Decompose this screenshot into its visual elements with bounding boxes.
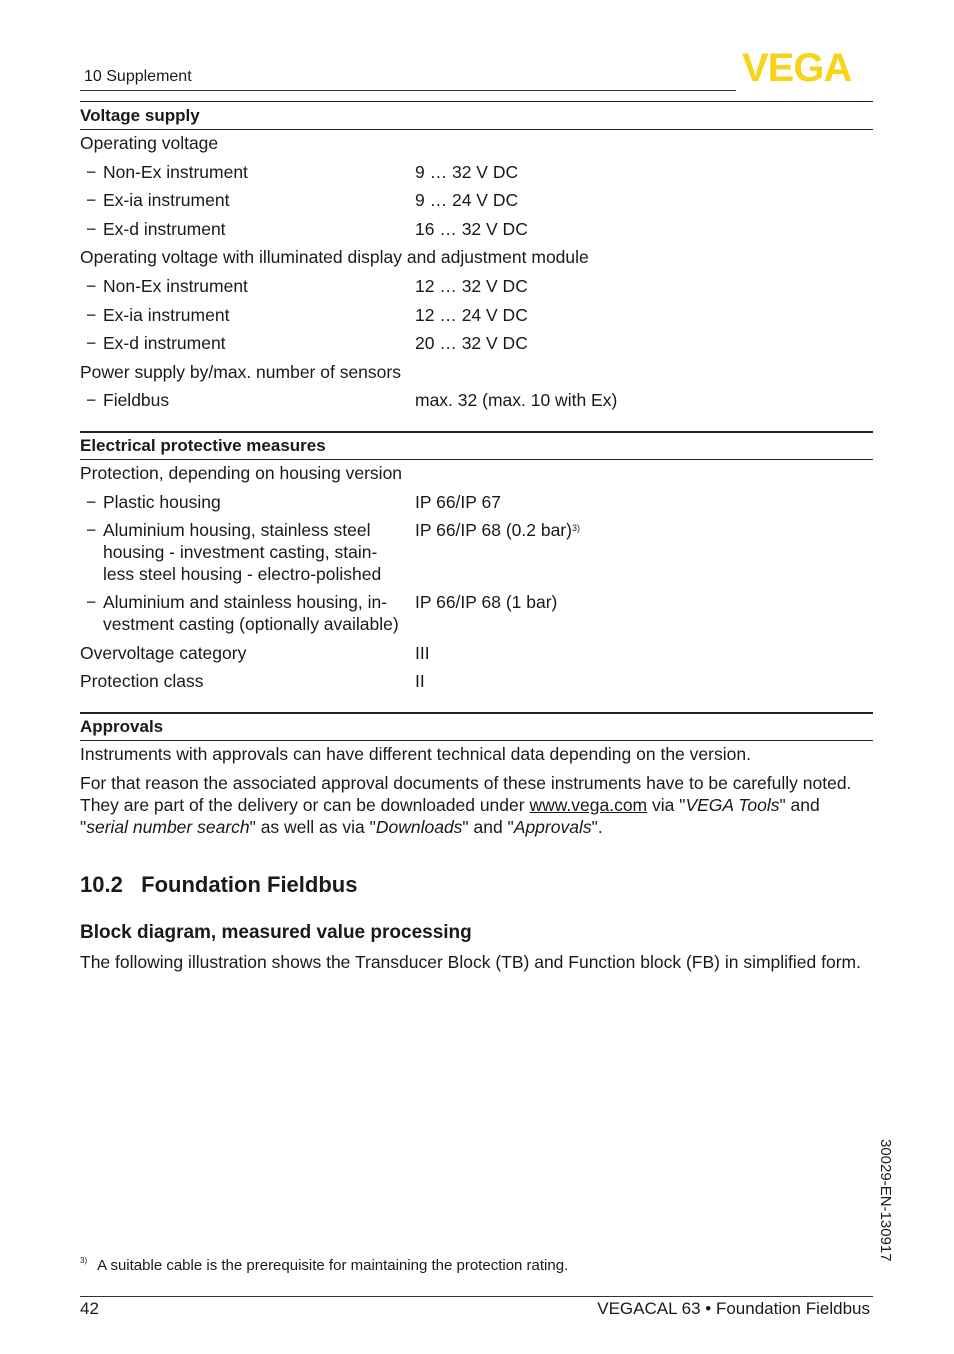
list-dash: −: [86, 390, 97, 410]
vega-website-link[interactable]: www.vega.com: [529, 795, 648, 815]
section-rule-top: [80, 712, 873, 714]
emphasis-text: serial number search: [86, 817, 250, 837]
text-run: For that reason the associated approval documents of these instruments have to be carefully noted. They are part of the delivery or can be downloaded under: [80, 773, 852, 815]
section-rule-bottom: [80, 459, 873, 460]
row-value: III: [415, 643, 430, 663]
page-number: 42: [80, 1299, 99, 1318]
row-label: Operating voltage with illuminated display and adjustment module: [80, 247, 589, 267]
row-value: 9 … 32 V DC: [415, 162, 519, 182]
list-dash: −: [86, 219, 97, 239]
section-title-electrical: Electrical protective measures: [80, 436, 326, 455]
text-run: " as well as via ": [249, 817, 376, 837]
emphasis-text: VEGA Tools: [685, 795, 780, 815]
list-dash: −: [86, 276, 97, 296]
section-rule-top: [80, 101, 873, 102]
section-rule-top: [80, 431, 873, 433]
row-label: Ex-ia instrument: [103, 190, 230, 210]
footnote: [80, 1257, 568, 1274]
subsection-heading: Block diagram, measured value processing: [80, 922, 472, 943]
section-rule-bottom: [80, 740, 873, 741]
row-value: 20 … 32 V DC: [415, 333, 528, 353]
list-dash: −: [86, 592, 97, 612]
emphasis-text: Approvals: [513, 817, 592, 837]
row-label: vestment casting (optionally available): [103, 614, 399, 634]
row-value: 12 … 32 V DC: [415, 276, 528, 296]
row-label: Overvoltage category: [80, 643, 247, 663]
footnote-number: 3): [80, 1256, 88, 1265]
list-dash: −: [86, 520, 97, 540]
header-divider: [80, 90, 736, 91]
section-title-voltage-supply: Voltage supply: [80, 106, 200, 125]
list-dash: −: [86, 162, 97, 182]
approvals-paragraph: [80, 772, 870, 838]
list-dash: −: [86, 190, 97, 210]
section-rule-bottom: [80, 129, 873, 130]
section-heading: 10.2 Foundation Fieldbus: [80, 872, 358, 897]
row-label: Plastic housing: [103, 492, 221, 512]
row-label: less steel housing - electro-polished: [103, 564, 382, 584]
row-value: 16 … 32 V DC: [415, 219, 528, 239]
emphasis-text: Downloads: [375, 817, 463, 837]
footer-divider: [80, 1296, 873, 1297]
row-label: Aluminium and stainless housing, in-: [103, 592, 388, 612]
list-dash: −: [86, 492, 97, 512]
row-value: II: [415, 671, 425, 691]
row-value: IP 66/IP 67: [415, 492, 501, 512]
value-text: IP 66/IP 68 (0.2 bar): [415, 520, 572, 540]
row-value: 12 … 24 V DC: [415, 305, 528, 325]
row-label: Fieldbus: [103, 390, 170, 410]
row-label: Operating voltage: [80, 133, 219, 153]
row-label: Power supply by/max. number of sensors: [80, 362, 401, 382]
row-value: 9 … 24 V DC: [415, 190, 519, 210]
text-run: " and ": [462, 817, 514, 837]
text-run: ".: [591, 817, 603, 837]
row-value: IP 66/IP 68 (1 bar): [415, 592, 558, 612]
section-title-approvals: Approvals: [80, 717, 164, 736]
list-dash: −: [86, 333, 97, 353]
row-value: max. 32 (max. 10 with Ex): [415, 390, 618, 410]
text-run: " and ": [80, 795, 820, 837]
footer-title: VEGACAL 63 • Foundation Fieldbus: [597, 1299, 870, 1318]
vega-logo: [742, 50, 872, 89]
vega-logo-icon: [742, 50, 872, 84]
footnote-text: A suitable cable is the prerequisite for maintaining the protection rating.: [97, 1257, 569, 1274]
row-value: [415, 519, 580, 541]
section-paragraph: The following illustration shows the Transducer Block (TB) and Function block (FB) in simplified form.: [80, 952, 861, 972]
footnote-ref: 3): [571, 523, 580, 533]
logo-text: VEGA: [742, 50, 852, 84]
row-label: Non-Ex instrument: [103, 162, 248, 182]
row-label: Ex-ia instrument: [103, 305, 230, 325]
text-run: via ": [647, 795, 686, 815]
list-dash: −: [86, 305, 97, 325]
row-label: Ex-d instrument: [103, 333, 226, 353]
approvals-paragraph: Instruments with approvals can have different technical data depending on the version.: [80, 744, 751, 764]
row-label: Non-Ex instrument: [103, 276, 248, 296]
row-label: housing - investment casting, stain-: [103, 542, 378, 562]
header-section-label: 10 Supplement: [84, 68, 192, 85]
row-label: Protection class: [80, 671, 204, 691]
row-label: Aluminium housing, stainless steel: [103, 520, 371, 540]
document-code: 30029-EN-130917: [877, 1139, 894, 1262]
row-label: Ex-d instrument: [103, 219, 226, 239]
row-label: Protection, depending on housing version: [80, 463, 403, 483]
